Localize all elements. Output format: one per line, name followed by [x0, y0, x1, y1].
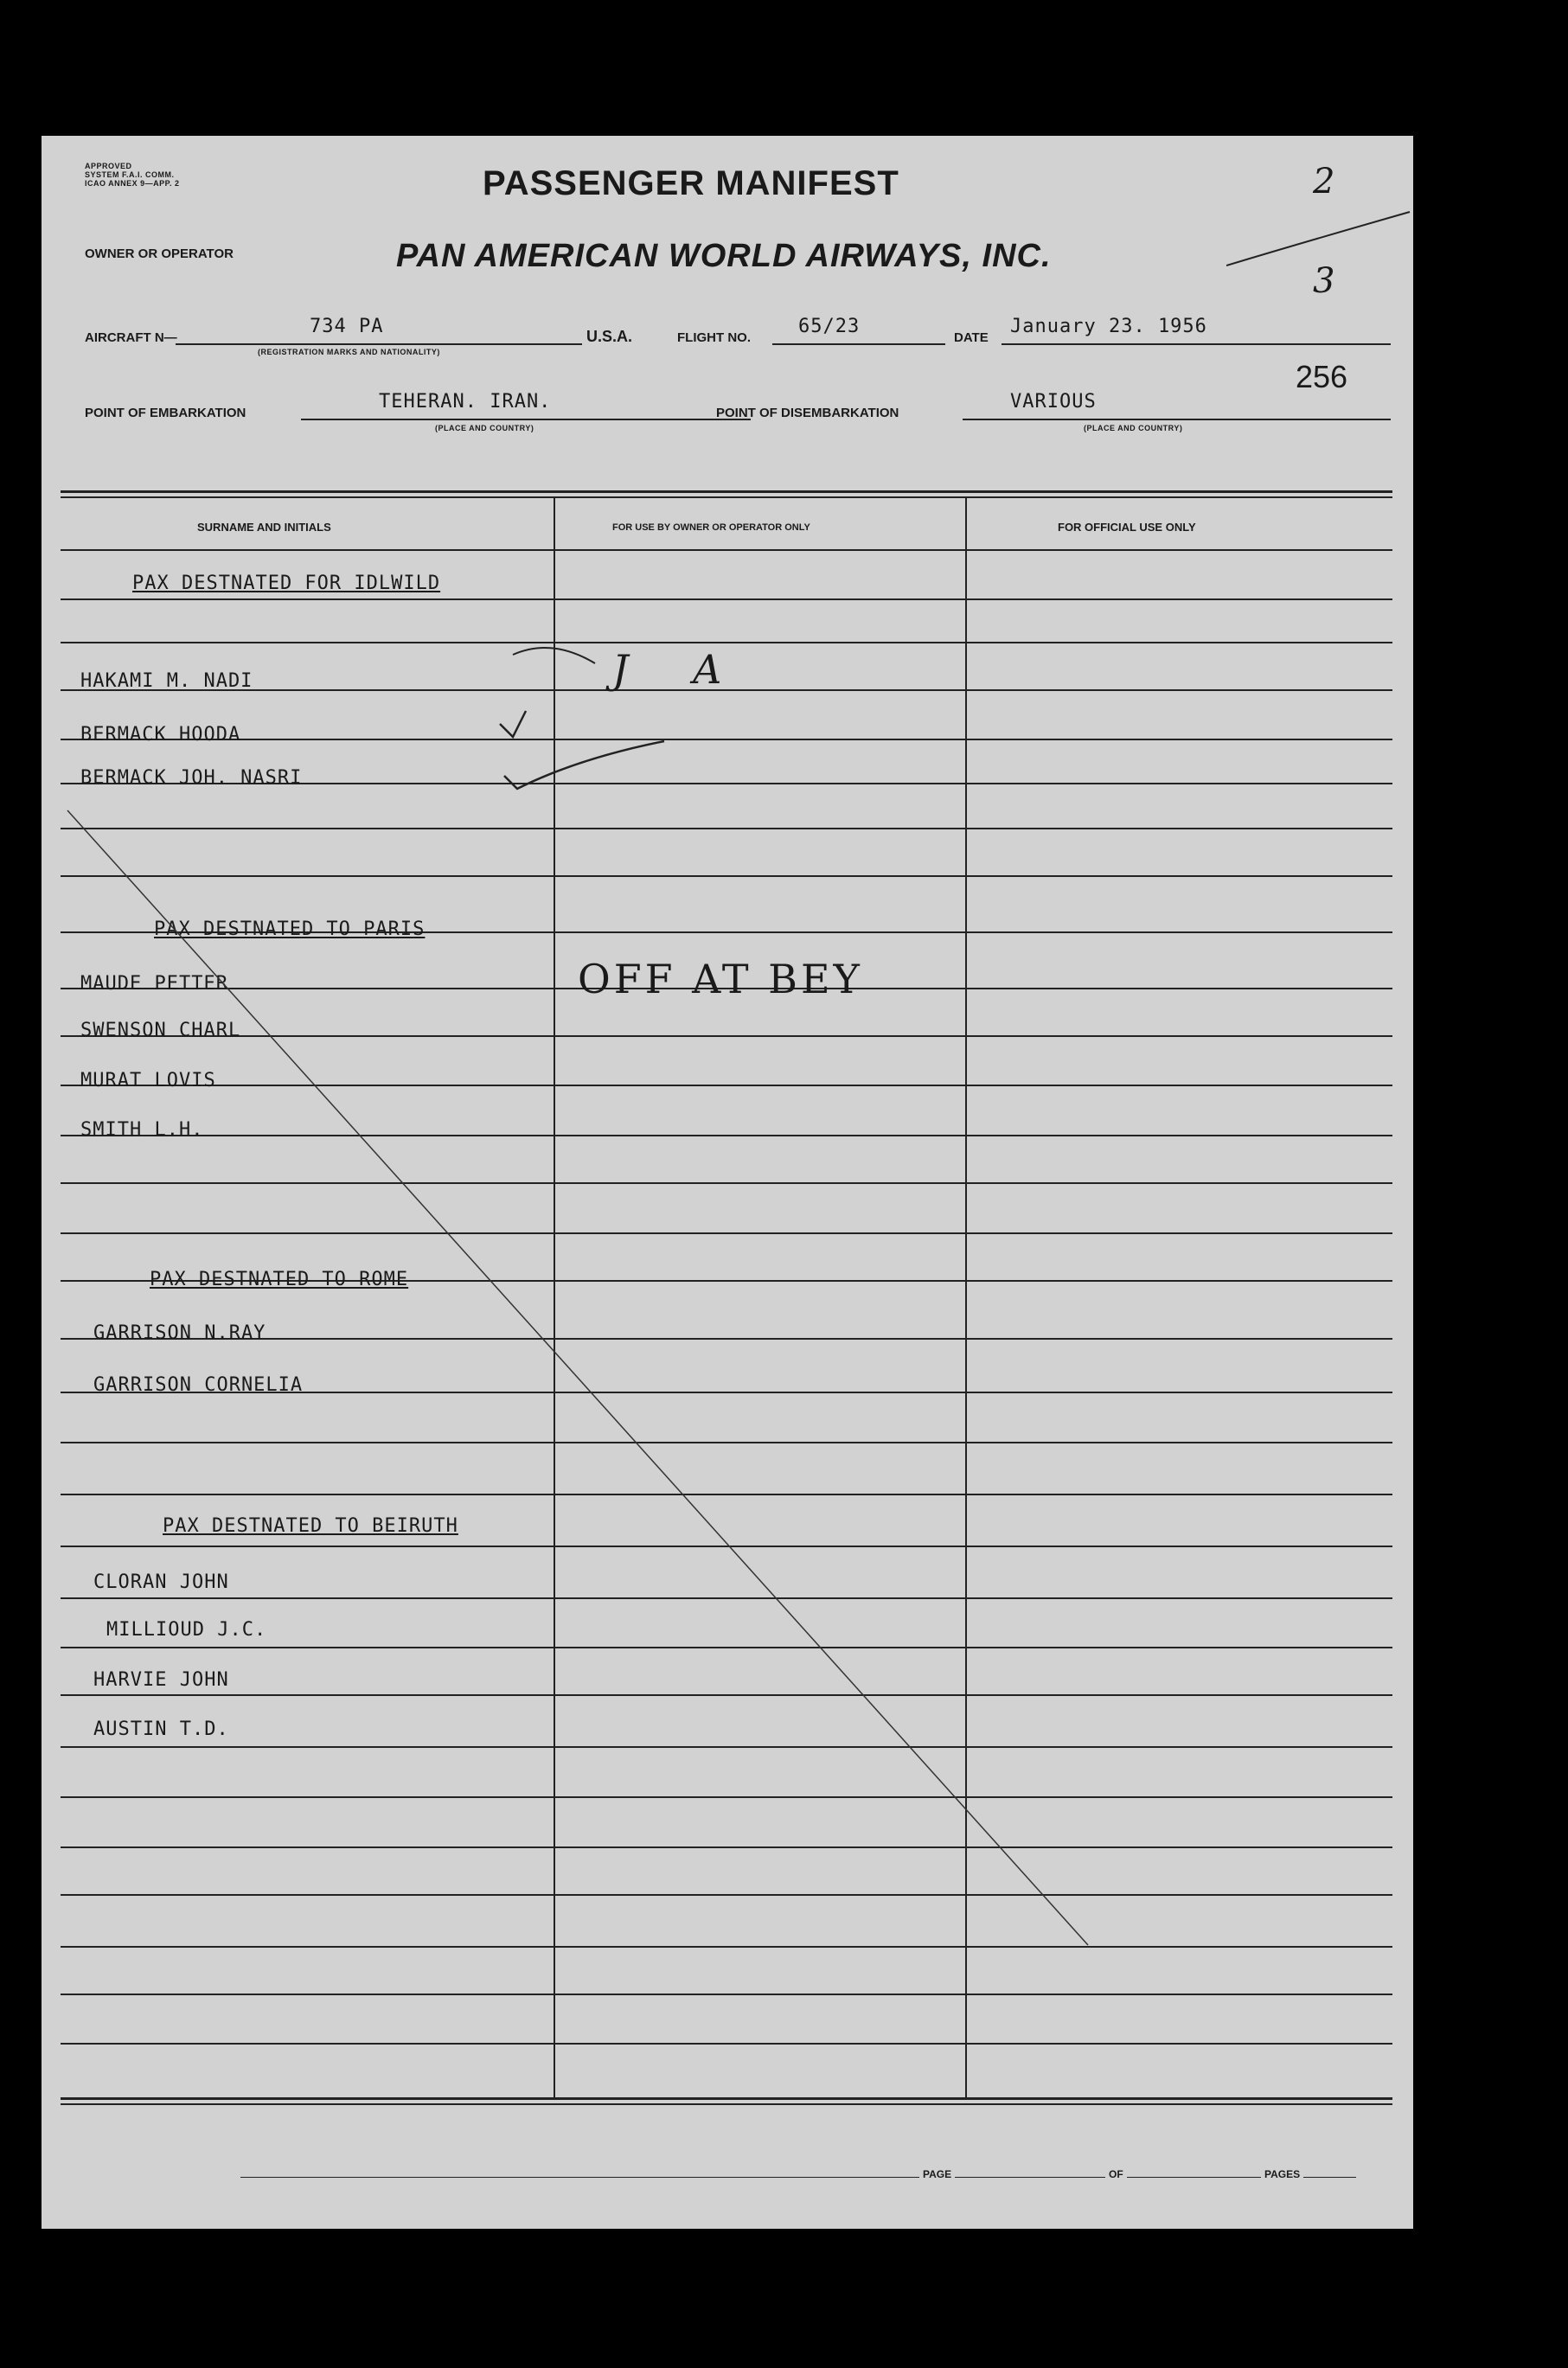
handwritten-note: J A	[612, 646, 748, 693]
embark-value: TEHERAN. IRAN.	[379, 391, 552, 413]
section-heading: PAX DESTNATED TO BEIRUTH	[163, 1515, 458, 1537]
check-mark	[500, 711, 526, 737]
disembark-sub: (PLACE AND COUNTRY)	[1084, 424, 1183, 432]
passenger-name: MILLIOUD J.C.	[106, 1619, 267, 1641]
page-label: PAGE	[919, 2168, 955, 2180]
pen-marks	[42, 136, 1413, 2229]
pages-label: PAGES	[1261, 2168, 1303, 2180]
owner-value: PAN AMERICAN WORLD AIRWAYS, INC.	[396, 238, 1052, 274]
manifest-sheet	[42, 136, 1413, 2229]
column-header-surname: SURNAME AND INITIALS	[197, 521, 331, 534]
passenger-name: BERMACK HOODA	[80, 724, 241, 746]
column-header-official-use: FOR OFFICIAL USE ONLY	[1058, 521, 1196, 534]
column-header-owner-use: FOR USE BY OWNER OR OPERATOR ONLY	[612, 522, 810, 533]
aircraft-sub: (REGISTRATION MARKS AND NATIONALITY)	[258, 348, 440, 356]
approval-line: SYSTEM F.A.I. COMM.	[85, 170, 175, 179]
date-label: DATE	[954, 330, 989, 345]
passenger-name: GARRISON N.RAY	[93, 1322, 266, 1344]
aircraft-label: AIRCRAFT N—	[85, 330, 177, 345]
section-heading: PAX DESTNATED FOR IDLWILD	[132, 573, 441, 594]
disembark-label: POINT OF DISEMBARKATION	[716, 406, 899, 420]
passenger-name: SMITH L.H.	[80, 1119, 204, 1141]
section-heading: PAX DESTNATED TO ROME	[150, 1269, 409, 1290]
aircraft-value: 734 PA	[310, 316, 384, 337]
diagonal-strike	[67, 810, 1088, 1945]
page-title: PASSENGER MANIFEST	[483, 164, 899, 202]
stamp-number: 256	[1296, 359, 1348, 394]
passenger-name: HAKAMI M. NADI	[80, 670, 253, 692]
check-mark	[504, 741, 664, 789]
usa-label: U.S.A.	[586, 328, 633, 345]
passenger-name: GARRISON CORNELIA	[93, 1374, 304, 1396]
passenger-name: HARVIE JOHN	[93, 1669, 229, 1691]
corner-mark-bottom: 3	[1313, 261, 1335, 301]
approval-line: ICAO ANNEX 9—APP. 2	[85, 179, 180, 188]
flight-value: 65/23	[798, 316, 861, 337]
date-value: January 23. 1956	[1010, 316, 1207, 337]
corner-mark-top: 2	[1313, 162, 1335, 202]
passenger-name: MURAT LOVIS	[80, 1070, 216, 1091]
passenger-name: MAUDE PETTER	[80, 973, 228, 995]
embark-label: POINT OF EMBARKATION	[85, 406, 246, 420]
passenger-name: SWENSON CHARL	[80, 1020, 241, 1041]
flight-label: FLIGHT NO.	[677, 330, 751, 345]
approval-line: APPROVED	[85, 162, 132, 170]
check-stroke	[513, 648, 595, 663]
owner-label: OWNER OR OPERATOR	[85, 246, 234, 261]
passenger-name: BERMACK JOH. NASRI	[80, 767, 303, 789]
disembark-value: VARIOUS	[1010, 391, 1097, 413]
handwritten-note: OFF AT BEY	[578, 956, 863, 1002]
passenger-name: CLORAN JOHN	[93, 1571, 229, 1593]
embark-sub: (PLACE AND COUNTRY)	[435, 424, 534, 432]
section-heading: PAX DESTNATED TO PARIS	[154, 918, 426, 940]
passenger-name: AUSTIN T.D.	[93, 1718, 229, 1740]
of-label: OF	[1105, 2168, 1127, 2180]
